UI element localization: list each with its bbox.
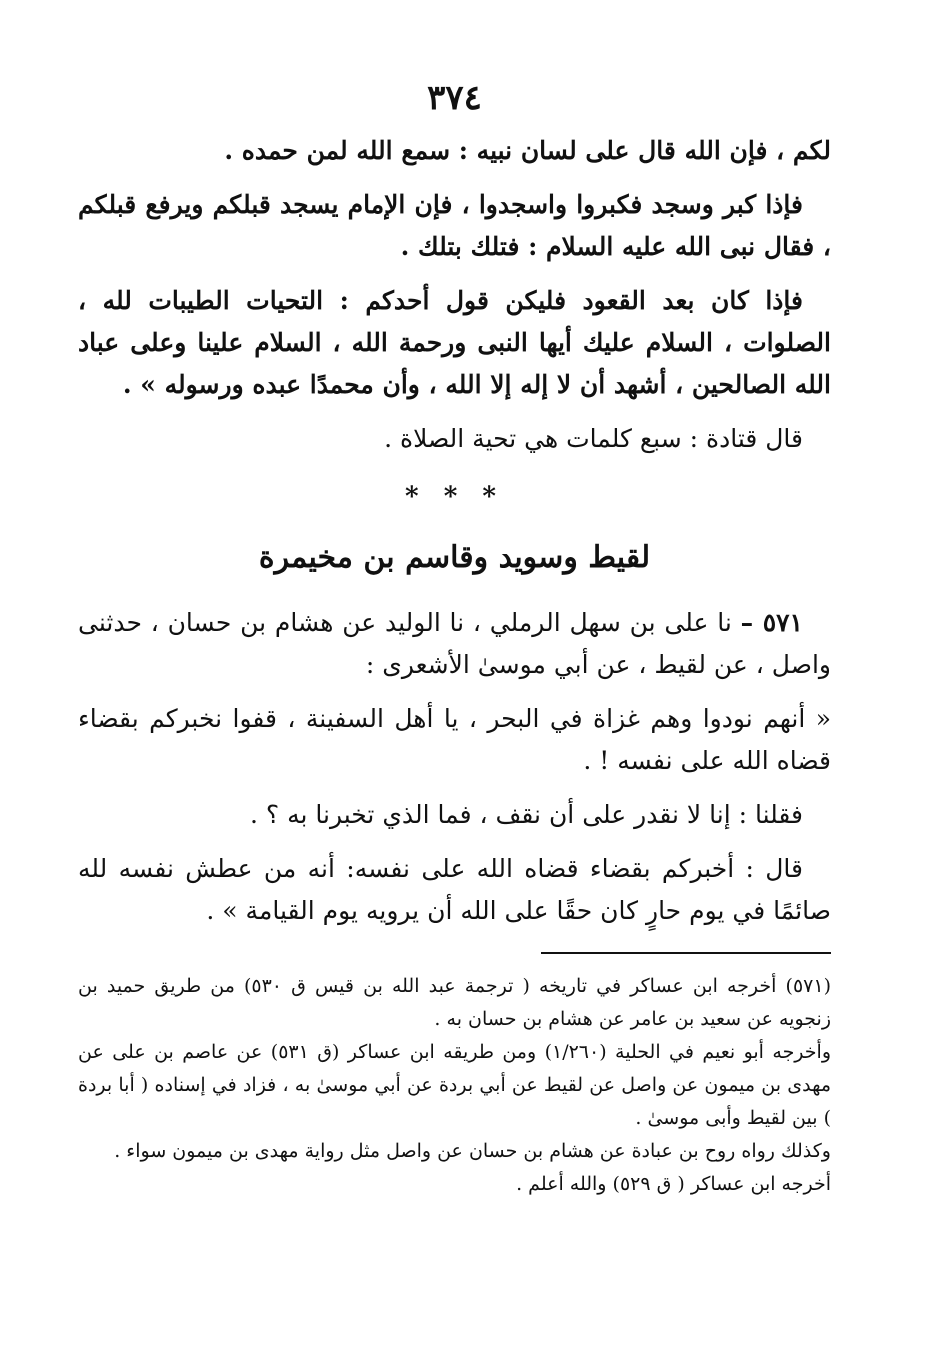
footnotes	[78, 970, 831, 1201]
footnote-1: (٥٧١) أخرجه ابن عساكر في تاريخه ( ترجمة عبد الله بن قيس ق ٥٣٠) من طريق حميد بن زنجويه عن سعيد بن عامر عن هشام بن حسان به .	[78, 975, 831, 1030]
paragraph-qatada: قال قتادة : سبع كلمات هي تحية الصلاة .	[384, 424, 803, 453]
section-separator: * * *	[405, 482, 504, 512]
section-title: لقيط وسويد وقاسم بن مخيمرة	[258, 540, 651, 575]
footnote-4: أخرجه ابن عساكر ( ق ٥٢٩) والله أعلم .	[516, 1173, 831, 1195]
hadith-text-3: قال : أخبركم بقضاء قضاه الله على نفسه: أنه من عطش نفسه لله صائمًا في يوم حارٍ كان حقًا على الله أن يرويه يوم القيامة » .	[78, 854, 831, 925]
hadith-text-2: فقلنا : إنا لا نقدر على أن نقف ، فما الذي تخبرنا به ؟ .	[249, 800, 803, 829]
page-number: ٣٧٤	[427, 78, 482, 118]
paragraph-3: فإذا كان بعد القعود فليكن قول أحدكم : التحيات الطيبات لله ، الصلوات ، السلام عليك أيها النبى ورحمة الله ، السلام علينا وعلى عباد الله الصالحين ، أشهد أن لا إله إلا الله ، وأن محمدًا عبده ورسوله » .	[78, 286, 831, 399]
hadith-number: ٥٧١ –	[740, 608, 803, 637]
hadith-isnad-text: نا على بن سهل الرملي ، نا الوليد عن هشام بن حسان ، حدثنى واصل ، عن لقيط ، عن أبي موسىٰ الأشعرى :	[78, 608, 831, 679]
footnote-divider	[541, 952, 831, 954]
hadith-isnad	[78, 602, 831, 686]
footnote-2: وأخرجه أبو نعيم في الحلية (١/٢٦٠) ومن طريقه ابن عساكر (ق ٥٣١) عن عاصم بن على عن مهدى بن ميمون عن واصل عن لقيط عن أبي بردة عن أبي موسىٰ به ، فزاد في إسناده ( أبا بردة ) بين لقيط وأبى موسىٰ .	[78, 1041, 831, 1129]
paragraph-1: لكم ، فإن الله قال على لسان نبيه : سمع الله لمن حمده .	[224, 136, 831, 165]
paragraph-2: فإذا كبر وسجد فكبروا واسجدوا ، فإن الإمام يسجد قبلكم ويرفع قبلكم ، فقال نبى الله عليه السلام : فتلك بتلك .	[78, 190, 831, 261]
hadith-text-1: « أنهم نودوا وهم غزاة في البحر ، يا أهل السفينة ، قفوا نخبركم بقضاء قضاه الله على نفسه ! .	[78, 704, 831, 775]
footnote-3: وكذلك رواه روح بن عبادة عن هشام بن حسان عن واصل مثل رواية مهدى بن ميمون سواء .	[114, 1140, 831, 1162]
